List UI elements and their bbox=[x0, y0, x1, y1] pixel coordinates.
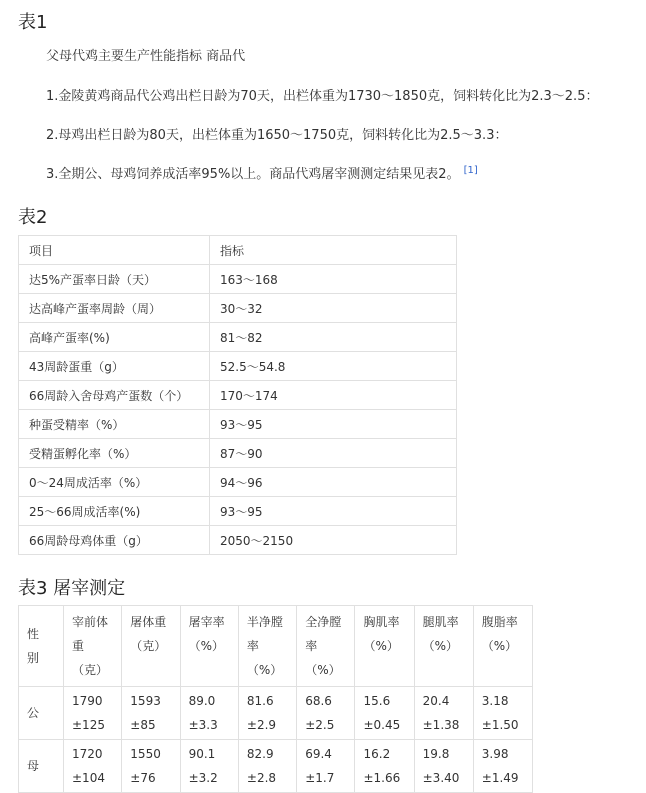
table2-value-cell: 52.5～54.8 bbox=[210, 352, 457, 381]
table3-value-cell-line: 81.6 bbox=[246, 694, 274, 708]
table3-value-cell bbox=[297, 687, 355, 740]
table3-header-cell-line: （%） bbox=[363, 639, 399, 653]
table3-value-cell-line: 89.0 bbox=[188, 694, 216, 708]
table3-value-cell-line: 82.9 bbox=[246, 747, 274, 761]
table2-item-cell: 达5%产蛋率日龄（天） bbox=[19, 265, 210, 294]
table2-header-row bbox=[19, 236, 457, 265]
table2-value-cell: 94～96 bbox=[210, 468, 457, 497]
table2-value-cell: 93～95 bbox=[210, 410, 457, 439]
table2-item-cell: 达高峰产蛋率周龄（周） bbox=[19, 294, 210, 323]
table3-value-cell-line: ±3.40 bbox=[422, 771, 460, 785]
table3-header-cell-line: 屠体重 bbox=[130, 615, 167, 629]
table1-item-2: 2.母鸡出栏日龄为80天，出栏体重为1650～1750克，饲料转化比为2.5～3.3： bbox=[46, 128, 508, 143]
table-row bbox=[19, 439, 457, 468]
table3 bbox=[18, 605, 533, 793]
table2-value-cell: 87～90 bbox=[210, 439, 457, 468]
table3-header-cell bbox=[180, 606, 238, 687]
table3-header-cell-line: 别 bbox=[27, 651, 40, 665]
table3-value-cell-line: ±3.3 bbox=[188, 718, 218, 732]
table2-header-cell: 指标 bbox=[210, 236, 457, 265]
table3-header-cell-line: 性 bbox=[27, 627, 40, 641]
table2-value-cell: 163～168 bbox=[210, 265, 457, 294]
table-row bbox=[19, 687, 533, 740]
table3-value-cell bbox=[180, 687, 238, 740]
table3-value-cell-line: ±2.9 bbox=[246, 718, 277, 732]
table3-value-cell-line: ±1.50 bbox=[481, 718, 519, 732]
table2-value-cell: 93～95 bbox=[210, 497, 457, 526]
table2-item-cell: 0～24周成活率（%） bbox=[19, 468, 210, 497]
table3-header-cell-line: 全净膛 bbox=[305, 615, 342, 629]
table2-value-cell: 81～82 bbox=[210, 323, 457, 352]
table3-value-cell-line: 3.18 bbox=[481, 694, 509, 708]
table3-value-cell bbox=[122, 687, 180, 740]
table3-value-cell-line: 69.4 bbox=[305, 747, 332, 761]
table3-header-cell-line: （%） bbox=[305, 663, 341, 677]
table3-value-cell bbox=[297, 740, 355, 793]
table3-header-cell bbox=[19, 606, 64, 687]
table2-item-cell: 种蛋受精率（%） bbox=[19, 410, 210, 439]
table3-header-cell bbox=[414, 606, 473, 687]
table1-item-3 bbox=[46, 163, 478, 182]
table2-heading: 表2 bbox=[18, 207, 48, 228]
table1-intro: 父母代鸡主要生产性能指标 商品代 bbox=[46, 49, 246, 64]
table3-value-cell-line: 1550 bbox=[130, 747, 161, 761]
table3-value-cell-line: ±3.2 bbox=[188, 771, 218, 785]
table3-value-cell bbox=[355, 740, 414, 793]
table-row bbox=[19, 265, 457, 294]
table3-header-cell bbox=[297, 606, 355, 687]
table2-item-cell: 66周龄母鸡体重（g） bbox=[19, 526, 210, 555]
table3-header-cell-line: （%） bbox=[188, 639, 224, 653]
table3-header-cell-line: （%） bbox=[422, 639, 459, 653]
table3-value-cell-line: 1593 bbox=[130, 694, 161, 708]
table1-item-3-text: 3.全期公、母鸡饲养成活率95%以上。商品代鸡屠宰测测定结果见表2。 bbox=[46, 167, 460, 182]
table3-value-cell bbox=[355, 687, 414, 740]
table3-value-cell-line: 1720 bbox=[72, 747, 103, 761]
table3-value-cell-line: 16.2 bbox=[363, 747, 391, 761]
table3-value-cell-line: ±104 bbox=[72, 771, 105, 785]
table3-sex-cell: 公 bbox=[19, 687, 64, 740]
table3-header-cell-line: 腹脂率 bbox=[481, 615, 518, 629]
table-row bbox=[19, 323, 457, 352]
table3-header-cell-line: 率 bbox=[305, 639, 318, 653]
table2 bbox=[18, 235, 457, 555]
table3-heading: 表3 屠宰测定 bbox=[18, 578, 126, 599]
table3-value-cell bbox=[180, 740, 238, 793]
table3-header-cell-line: 宰前体 bbox=[72, 615, 109, 629]
table3-value-cell-line: ±1.38 bbox=[422, 718, 460, 732]
table3-header-cell-line: 屠宰率 bbox=[188, 615, 225, 629]
table-row bbox=[19, 740, 533, 793]
table3-value-cell bbox=[64, 740, 122, 793]
table2-header-cell: 项目 bbox=[19, 236, 210, 265]
table3-value-cell bbox=[238, 687, 296, 740]
table-row bbox=[19, 410, 457, 439]
table3-value-cell-line: ±0.45 bbox=[363, 718, 401, 732]
table3-value-cell-line: ±1.66 bbox=[363, 771, 401, 785]
table3-value-cell-line: ±125 bbox=[72, 718, 105, 732]
table2-value-cell: 2050～2150 bbox=[210, 526, 457, 555]
table3-value-cell-line: ±1.7 bbox=[305, 771, 335, 785]
table-row bbox=[19, 526, 457, 555]
table2-item-cell: 25～66周成活率(%) bbox=[19, 497, 210, 526]
citation-link[interactable]: [1] bbox=[463, 164, 478, 176]
table3-header-cell-line: 腿肌率 bbox=[422, 615, 459, 629]
table3-value-cell-line: 19.8 bbox=[422, 747, 450, 761]
table-row bbox=[19, 352, 457, 381]
table3-value-cell-line: ±76 bbox=[130, 771, 156, 785]
table3-value-cell bbox=[473, 740, 532, 793]
table3-value-cell-line: 90.1 bbox=[188, 747, 216, 761]
table3-value-cell bbox=[122, 740, 180, 793]
table3-value-cell-line: 3.98 bbox=[481, 747, 509, 761]
table2-item-cell: 高峰产蛋率(%) bbox=[19, 323, 210, 352]
table1-item-1: 1.金陵黄鸡商品代公鸡出栏日龄为70天，出栏体重为1730～1850克，饲料转化比为2.3～2.5： bbox=[46, 89, 599, 104]
table3-header-cell-line: 半净膛 bbox=[246, 615, 283, 629]
table3-header-cell bbox=[473, 606, 532, 687]
table3-value-cell bbox=[414, 740, 473, 793]
table3-header-cell-line: （%） bbox=[246, 663, 283, 677]
table3-value-cell-line: ±2.5 bbox=[305, 718, 335, 732]
table3-header-cell bbox=[355, 606, 414, 687]
table3-header-row bbox=[19, 606, 533, 687]
table-row bbox=[19, 381, 457, 410]
table3-value-cell-line: ±85 bbox=[130, 718, 156, 732]
table3-value-cell-line: 68.6 bbox=[305, 694, 332, 708]
table3-sex-cell: 母 bbox=[19, 740, 64, 793]
table3-header-cell-line: （%） bbox=[481, 639, 518, 653]
table3-header-cell-line: （克） bbox=[130, 639, 167, 653]
table2-item-cell: 43周龄蛋重（g） bbox=[19, 352, 210, 381]
table3-value-cell bbox=[238, 740, 296, 793]
table3-value-cell-line: ±1.49 bbox=[481, 771, 519, 785]
table-row bbox=[19, 468, 457, 497]
table3-value-cell-line: 15.6 bbox=[363, 694, 391, 708]
table3-header-cell bbox=[122, 606, 180, 687]
table2-item-cell: 66周龄入舍母鸡产蛋数（个） bbox=[19, 381, 210, 410]
table3-value-cell-line: 20.4 bbox=[422, 694, 450, 708]
table1-heading: 表1 bbox=[18, 12, 48, 33]
table3-header-cell-line: 重 bbox=[72, 639, 85, 653]
table3-header-cell-line: 胸肌率 bbox=[363, 615, 400, 629]
table-row bbox=[19, 497, 457, 526]
table-row bbox=[19, 294, 457, 323]
table3-value-cell bbox=[473, 687, 532, 740]
table2-item-cell: 受精蛋孵化率（%） bbox=[19, 439, 210, 468]
table2-value-cell: 30～32 bbox=[210, 294, 457, 323]
table3-value-cell-line: 1790 bbox=[72, 694, 103, 708]
table3-value-cell-line: ±2.8 bbox=[246, 771, 277, 785]
table3-value-cell bbox=[64, 687, 122, 740]
table3-value-cell bbox=[414, 687, 473, 740]
table3-header-cell-line: （克） bbox=[72, 663, 109, 677]
table3-header-cell bbox=[64, 606, 122, 687]
table3-header-cell bbox=[238, 606, 296, 687]
table3-header-cell-line: 率 bbox=[246, 639, 259, 653]
table2-value-cell: 170～174 bbox=[210, 381, 457, 410]
